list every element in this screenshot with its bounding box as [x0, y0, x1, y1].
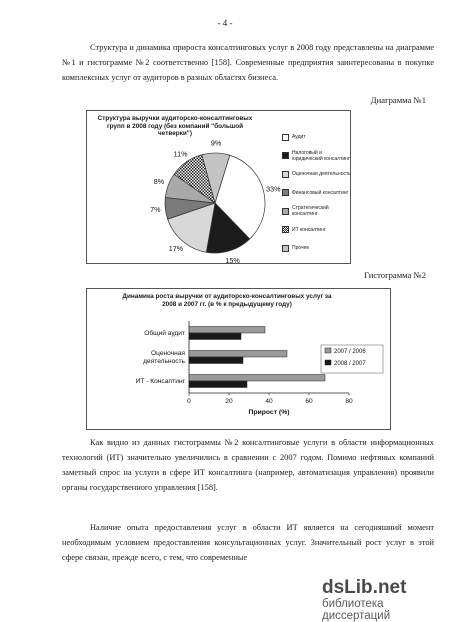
legend-item	[282, 221, 352, 240]
histogram-caption: Гистограмма №2	[364, 270, 426, 280]
bar	[189, 375, 325, 382]
paragraph-analysis: Как видно из данных гистограммы №2 консалтинговые услуги в области информационных технологий (ИТ) значительно увеличились в сравнении с 2007 годом. Помимо нефтяных компаний заметный спрос на услуги в сфере ИТ консалтинга (например, автоматизация управления) проявили органы государственного управления [158].	[62, 438, 434, 492]
legend-item	[282, 165, 352, 184]
diagram-caption: Диаграмма №1	[370, 95, 426, 105]
pie-chart-frame	[86, 110, 351, 264]
legend-swatch	[282, 226, 289, 233]
bar-chart-title: Динамика роста выручки от аудиторско-консалтинговых услуг за 2008 и 2007 гг. (в % к предыдущему году)	[122, 293, 332, 308]
legend-item	[282, 239, 352, 258]
legend-label: Прочее	[292, 245, 310, 252]
legend-swatch	[282, 171, 289, 178]
legend-swatch	[282, 245, 289, 252]
pie-value-label: 11%	[173, 149, 188, 159]
legend-swatch	[282, 152, 289, 159]
legend-item	[282, 128, 352, 147]
legend-label: ИТ консалтинг	[292, 226, 326, 233]
legend-item	[282, 147, 352, 166]
legend-label: Налоговый и юридический консалтинг	[292, 149, 350, 162]
bar	[189, 333, 241, 340]
x-tick-label: 0	[187, 398, 191, 405]
legend-label: Финансовый консалтинг	[292, 189, 349, 196]
category-label: ИТ - Консалтинг	[135, 378, 185, 385]
legend-label: 2008 / 2007	[334, 361, 366, 367]
legend-swatch	[325, 348, 331, 353]
bar	[189, 327, 265, 334]
paragraph-intro: Структура и динамика прироста консалтинговых услуг в 2008 году представлены на диаграмме №1 и гистограмме №2 соответственно [158]. Современные предприятия заинтересованы в покупке комплексных услуг от аудиторов в разных областях бизнеса.	[62, 43, 434, 82]
pie-value-label: 17%	[168, 244, 184, 254]
page-number: - 4 -	[217, 18, 233, 28]
pie-value-label: 8%	[153, 177, 165, 187]
bar	[189, 351, 287, 358]
legend-swatch	[282, 189, 289, 196]
pie-value-label: 33%	[266, 184, 281, 194]
paragraph-conclusion: Наличие опыта предоставления услуг в области ИТ является на сегодняшний момент необходимым условием предоставления консультационных услуг. Значительный рост услуг в этой сфере связан, прежде всего, с тем, что современные	[62, 523, 434, 562]
watermark-subtitle: библиотека диссертаций	[322, 598, 391, 622]
pie-value-label: 9%	[210, 138, 222, 148]
legend-swatch	[282, 134, 289, 141]
pie-chart-legend	[282, 128, 352, 258]
x-tick-label: 60	[305, 398, 313, 405]
pie-value-label: 15%	[225, 255, 240, 263]
legend-swatch	[282, 208, 289, 215]
bar	[189, 381, 247, 388]
legend-item	[282, 184, 352, 203]
bar-chart	[87, 289, 390, 429]
bar-chart-frame	[86, 288, 391, 430]
x-tick-label: 40	[265, 398, 273, 405]
bar	[189, 357, 243, 364]
x-tick-label: 80	[345, 398, 353, 405]
category-label: Общий аудит	[144, 330, 185, 337]
legend-swatch	[325, 360, 331, 365]
x-axis-title: Прирост (%)	[248, 409, 290, 416]
legend-item	[282, 202, 352, 221]
watermark-logo: dsLib.net	[322, 577, 407, 598]
legend-label: Оценочная деятельность	[292, 171, 351, 178]
x-tick-label: 20	[225, 398, 233, 405]
legend-label: Аудит	[292, 134, 306, 141]
legend-label: 2007 / 2006	[334, 349, 366, 355]
legend-label: Стратегический консалтинг	[292, 205, 329, 218]
pie-chart-title: Структура выручки аудиторско-консалтинговых групп в 2008 году (без компаний "большой четверки")	[97, 115, 253, 137]
pie-value-label: 7%	[150, 204, 161, 214]
category-label: Оценочная деятельность	[143, 350, 185, 365]
